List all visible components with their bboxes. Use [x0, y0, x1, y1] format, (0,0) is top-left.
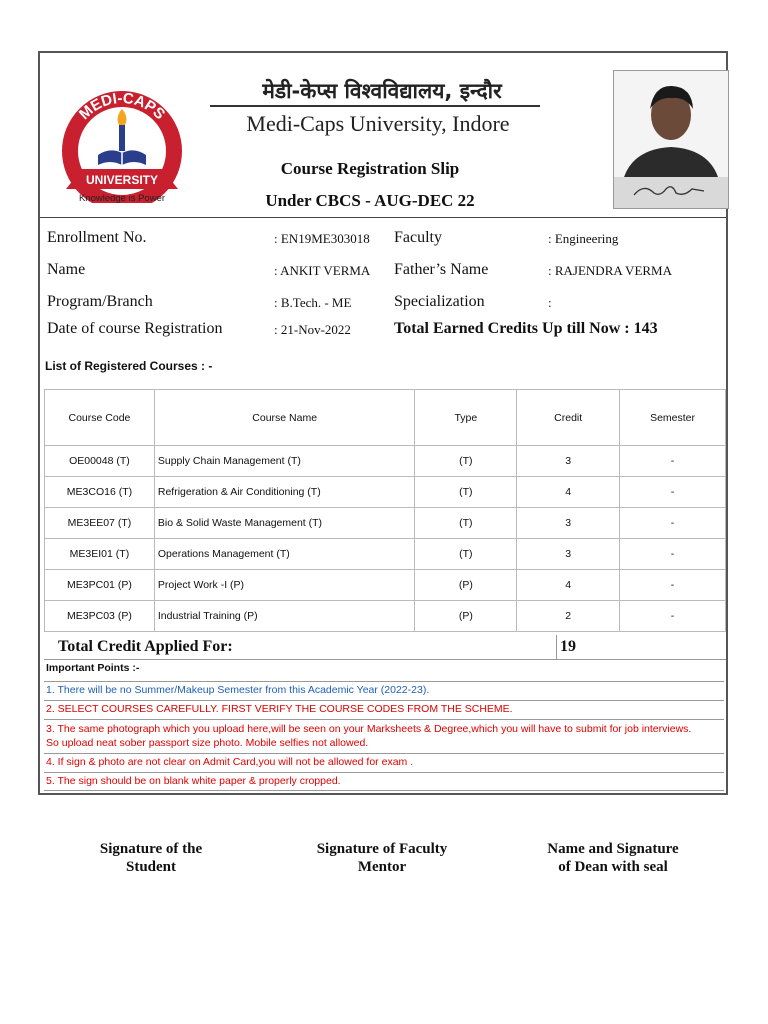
slip-subtitle: Under CBCS - AUG-DEC 22: [265, 191, 475, 210]
important-point-4: 4. If sign & photo are not clear on Admit Card,you will not be allowed for exam .: [44, 753, 724, 771]
enrollment-value: : EN19ME303018: [274, 231, 370, 246]
header-semester: Semester: [620, 390, 726, 446]
mentor-signature-caption: [297, 840, 467, 876]
course-semester: -: [620, 570, 726, 601]
name-label: Name: [47, 261, 86, 278]
specialization-label: Specialization: [394, 293, 485, 310]
course-name: Operations Management (T): [154, 539, 415, 570]
registration-date-value: : 21-Nov-2022: [274, 322, 351, 337]
hindi-university-name: मेडी-केप्स विश्वविद्यालय, इन्दौर: [262, 79, 502, 103]
important-point-3: [44, 719, 724, 754]
course-code: ME3EI01 (T): [45, 539, 155, 570]
total-credit-value: 19: [560, 638, 576, 655]
course-credit: 2: [517, 601, 620, 632]
course-semester: -: [620, 446, 726, 477]
course-semester: -: [620, 601, 726, 632]
header-course-code: Course Code: [45, 390, 155, 446]
student-signature-line1: Signature of the: [99, 841, 203, 857]
important-point-5: 5. The sign should be on blank white paper & properly cropped.: [44, 772, 724, 791]
student-photo: [613, 70, 729, 209]
total-earned-credits: Total Earned Credits Up till Now : 143: [394, 320, 658, 337]
course-name: Bio & Solid Waste Management (T): [154, 508, 415, 539]
mentor-signature-line2: Mentor: [357, 859, 407, 875]
faculty-label: Faculty: [394, 229, 442, 246]
course-semester: -: [620, 508, 726, 539]
course-name: Supply Chain Management (T): [154, 446, 415, 477]
total-credit-divider: [44, 659, 726, 660]
course-type: (P): [415, 570, 517, 601]
table-row: [45, 477, 726, 508]
logo-tagline: Knowledge is Power: [78, 193, 166, 203]
course-name: Project Work -I (P): [154, 570, 415, 601]
student-photo-image: [614, 71, 728, 208]
student-signature-line2: Student: [125, 859, 177, 875]
university-logo: [52, 73, 192, 203]
course-code: OE00048 (T): [45, 446, 155, 477]
mentor-signature-line1: Signature of Faculty: [316, 841, 448, 857]
university-name: Medi-Caps University, Indore: [246, 111, 510, 136]
important-point-3-line1: 3. The same photograph which you upload here,will be seen on your Marksheets & Degree,which you will have to submit for job interviews.: [46, 723, 692, 735]
course-name: Refrigeration & Air Conditioning (T): [154, 477, 415, 508]
important-point-1: 1. There will be no Summer/Makeup Semester from this Academic Year (2022-23).: [44, 681, 724, 699]
course-code: ME3PC03 (P): [45, 601, 155, 632]
registration-slip: [38, 51, 728, 795]
program-value: : B.Tech. - ME: [274, 295, 352, 310]
header-course-name: Course Name: [154, 390, 415, 446]
course-credit: 3: [517, 508, 620, 539]
course-name: Industrial Training (P): [154, 601, 415, 632]
father-name-value: : RAJENDRA VERMA: [548, 263, 673, 278]
logo-arc-text: MEDI-CAPS: [75, 89, 169, 124]
important-point-3-line2: So upload neat sober passport size photo. Mobile selfies not allowed.: [46, 737, 369, 749]
course-code: ME3CO16 (T): [45, 477, 155, 508]
course-credit: 4: [517, 477, 620, 508]
course-credit: 3: [517, 539, 620, 570]
faculty-value: : Engineering: [548, 231, 619, 246]
student-signature-caption: [66, 840, 236, 876]
course-type: (T): [415, 477, 517, 508]
specialization-value: :: [548, 295, 552, 310]
course-code: ME3EE07 (T): [45, 508, 155, 539]
total-credit-separator: [556, 635, 557, 659]
logo-banner-text: UNIVERSITY: [85, 173, 159, 187]
dean-signature-caption: [528, 840, 698, 876]
table-row: [45, 570, 726, 601]
course-type: (T): [415, 446, 517, 477]
table-row: [45, 601, 726, 632]
course-semester: -: [620, 539, 726, 570]
course-semester: -: [620, 477, 726, 508]
course-type: (T): [415, 508, 517, 539]
registration-date-label: Date of course Registration: [47, 320, 223, 337]
table-row: [45, 508, 726, 539]
header-type: Type: [415, 390, 517, 446]
dean-signature-line1: Name and Signature: [547, 841, 679, 857]
course-type: (P): [415, 601, 517, 632]
torch-icon: [119, 125, 125, 151]
total-credit-label: Total Credit Applied For:: [58, 638, 233, 655]
course-credit: 3: [517, 446, 620, 477]
table-row: [45, 446, 726, 477]
course-credit: 4: [517, 570, 620, 601]
name-value: : ANKIT VERMA: [274, 263, 371, 278]
info-divider: [40, 217, 726, 218]
program-label: Program/Branch: [47, 293, 153, 310]
header-credit: Credit: [517, 390, 620, 446]
table-header-row: [45, 390, 726, 446]
important-points-title: Important Points :-: [46, 662, 140, 674]
table-row: [45, 539, 726, 570]
father-name-label: Father’s Name: [394, 261, 489, 278]
title-divider: [210, 105, 540, 107]
enrollment-label: Enrollment No.: [47, 229, 147, 246]
course-type: (T): [415, 539, 517, 570]
dean-signature-line2: of Dean with seal: [558, 859, 668, 875]
course-code: ME3PC01 (P): [45, 570, 155, 601]
course-list-title: List of Registered Courses : -: [45, 359, 213, 373]
important-point-2: 2. SELECT COURSES CAREFULLY. FIRST VERIFY THE COURSE CODES FROM THE SCHEME.: [44, 700, 724, 718]
courses-table: [44, 389, 726, 632]
slip-title: Course Registration Slip: [280, 159, 460, 178]
